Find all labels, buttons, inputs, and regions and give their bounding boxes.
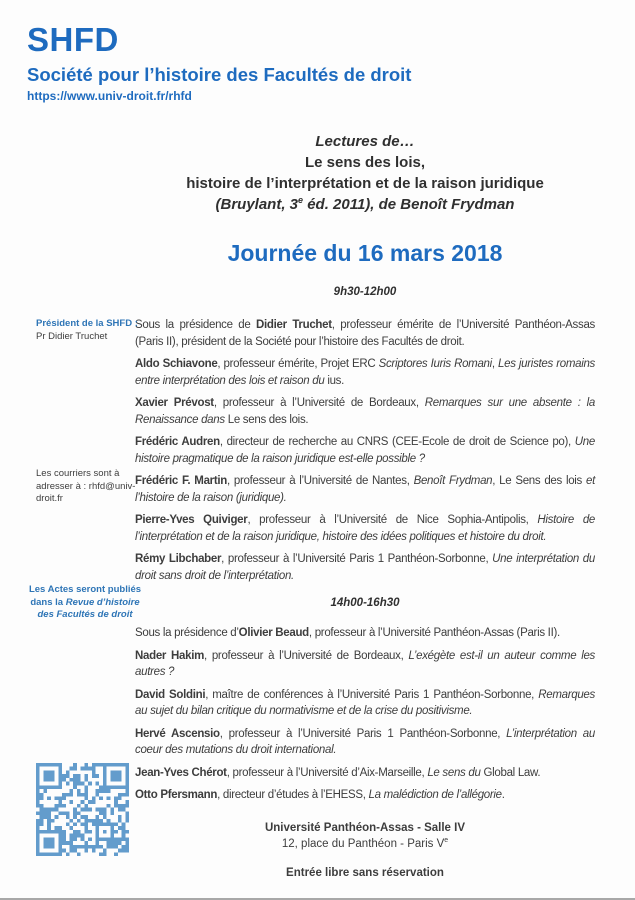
venue-line: Université Panthéon-Assas - Salle IV: [264, 821, 466, 834]
speaker-entry: Hervé Ascensio, professeur à l’Université Paris 1 Panthéon-Sorbonne, L’interprétation au coeur des mutations du droit international.: [135, 727, 595, 756]
session-time-morning: 9h30-12h00: [333, 286, 397, 298]
work-title-line-1: Lectures de…: [315, 133, 415, 150]
work-title-line-2: Le sens des lois,: [304, 154, 426, 171]
speaker-entry: Sous la présidence de Didier Truchet, professeur émérite de l’Université Panthéon-Assas (Paris II), président de la Société pour l’histoire des Facultés de droit.: [135, 319, 595, 348]
org-header: [0, 0, 635, 105]
work-title-line-4: (Bruylant, 3e éd. 2011), de Benoît Frydman: [215, 195, 515, 213]
org-logo: SHFD: [27, 21, 119, 58]
margin-note-president-name: Pr Didier Truchet: [36, 330, 108, 342]
venue-footer: [135, 820, 595, 882]
speaker-entry: David Soldini, maître de conférences à l’Université Paris 1 Panthéon-Sorbonne, Remarques au sujet du bilan critique du normativisme et de la crise du positivisme.: [135, 688, 595, 717]
org-url-link[interactable]: https://www.univ-droit.fr/rhfd: [27, 89, 192, 103]
org-name: Société pour l’histoire des Facultés de droit: [27, 64, 412, 85]
speaker-entry: Pierre-Yves Quiviger, professeur à l’Université de Nice Sophia-Antipolis, Histoire de l’interprétation et de la raison juridique, histoire des idées politiques et histoire du droit.: [135, 514, 596, 543]
margin-note-president: [36, 318, 138, 343]
free-entry-line: Entrée libre sans réservation: [286, 866, 444, 879]
speaker-entry: Otto Pfersmann, directeur d’études à l’EHESS, La malédiction de l’allégorie.: [135, 789, 505, 801]
speaker-entry: Jean-Yves Chérot, professeur à l’Université d’Aix-Marseille, Le sens du Global Law.: [135, 766, 541, 779]
margin-note-mail: Les courriers sont à adresser à : rhfd@univ-droit.fr: [36, 468, 136, 504]
work-title-block: [135, 131, 595, 215]
speaker-entry: Sous la présidence d’Olivier Beaud, professeur à l’Université Panthéon-Assas (Paris II).: [135, 627, 560, 639]
speaker-entry: Frédéric Audren, directeur de recherche au CNRS (CEE-Ecole de droit de Science po), Une histoire pragmatique de la raison juridique est-elle possible ?: [135, 436, 595, 465]
speaker-entry: Xavier Prévost, professeur à l’Université de Bordeaux, Remarques sur une absente : la Renaissance dans Le sens des lois.: [135, 397, 595, 426]
event-day-heading: Journée du 16 mars 2018: [227, 240, 503, 266]
margin-note-actes: Les Actes seront publiés dans la Revue d’histoire des Facultés de droit: [28, 584, 142, 620]
session-time-afternoon: 14h00-16h30: [330, 597, 400, 609]
work-title-line-3: histoire de l’interprétation et de la raison juridique: [186, 175, 544, 192]
margin-note-president-title: Président de la SHFD :: [36, 318, 138, 329]
speaker-entry: Rémy Libchaber, professeur à l’Université Paris 1 Panthéon-Sorbonne, Une interprétation du droit sans droit de l’interprétation.: [135, 553, 595, 582]
qr-code: [36, 763, 129, 856]
speaker-entry: Nader Hakim, professeur à l’Université de Bordeaux, L’exégète est-il un auteur comme les autres ?: [135, 649, 596, 678]
speaker-entry: Frédéric F. Martin, professeur à l’Université de Nantes, Benoît Frydman, Le Sens des lois et l’histoire de la raison (juridique).: [135, 475, 595, 504]
speaker-entry: Aldo Schiavone, professeur émérite, Projet ERC Scriptores Iuris Romani, Les juristes romains entre interprétation des lois et raison du ius.: [135, 358, 595, 387]
address-line: 12, place du Panthéon - Paris Ve: [281, 837, 449, 850]
